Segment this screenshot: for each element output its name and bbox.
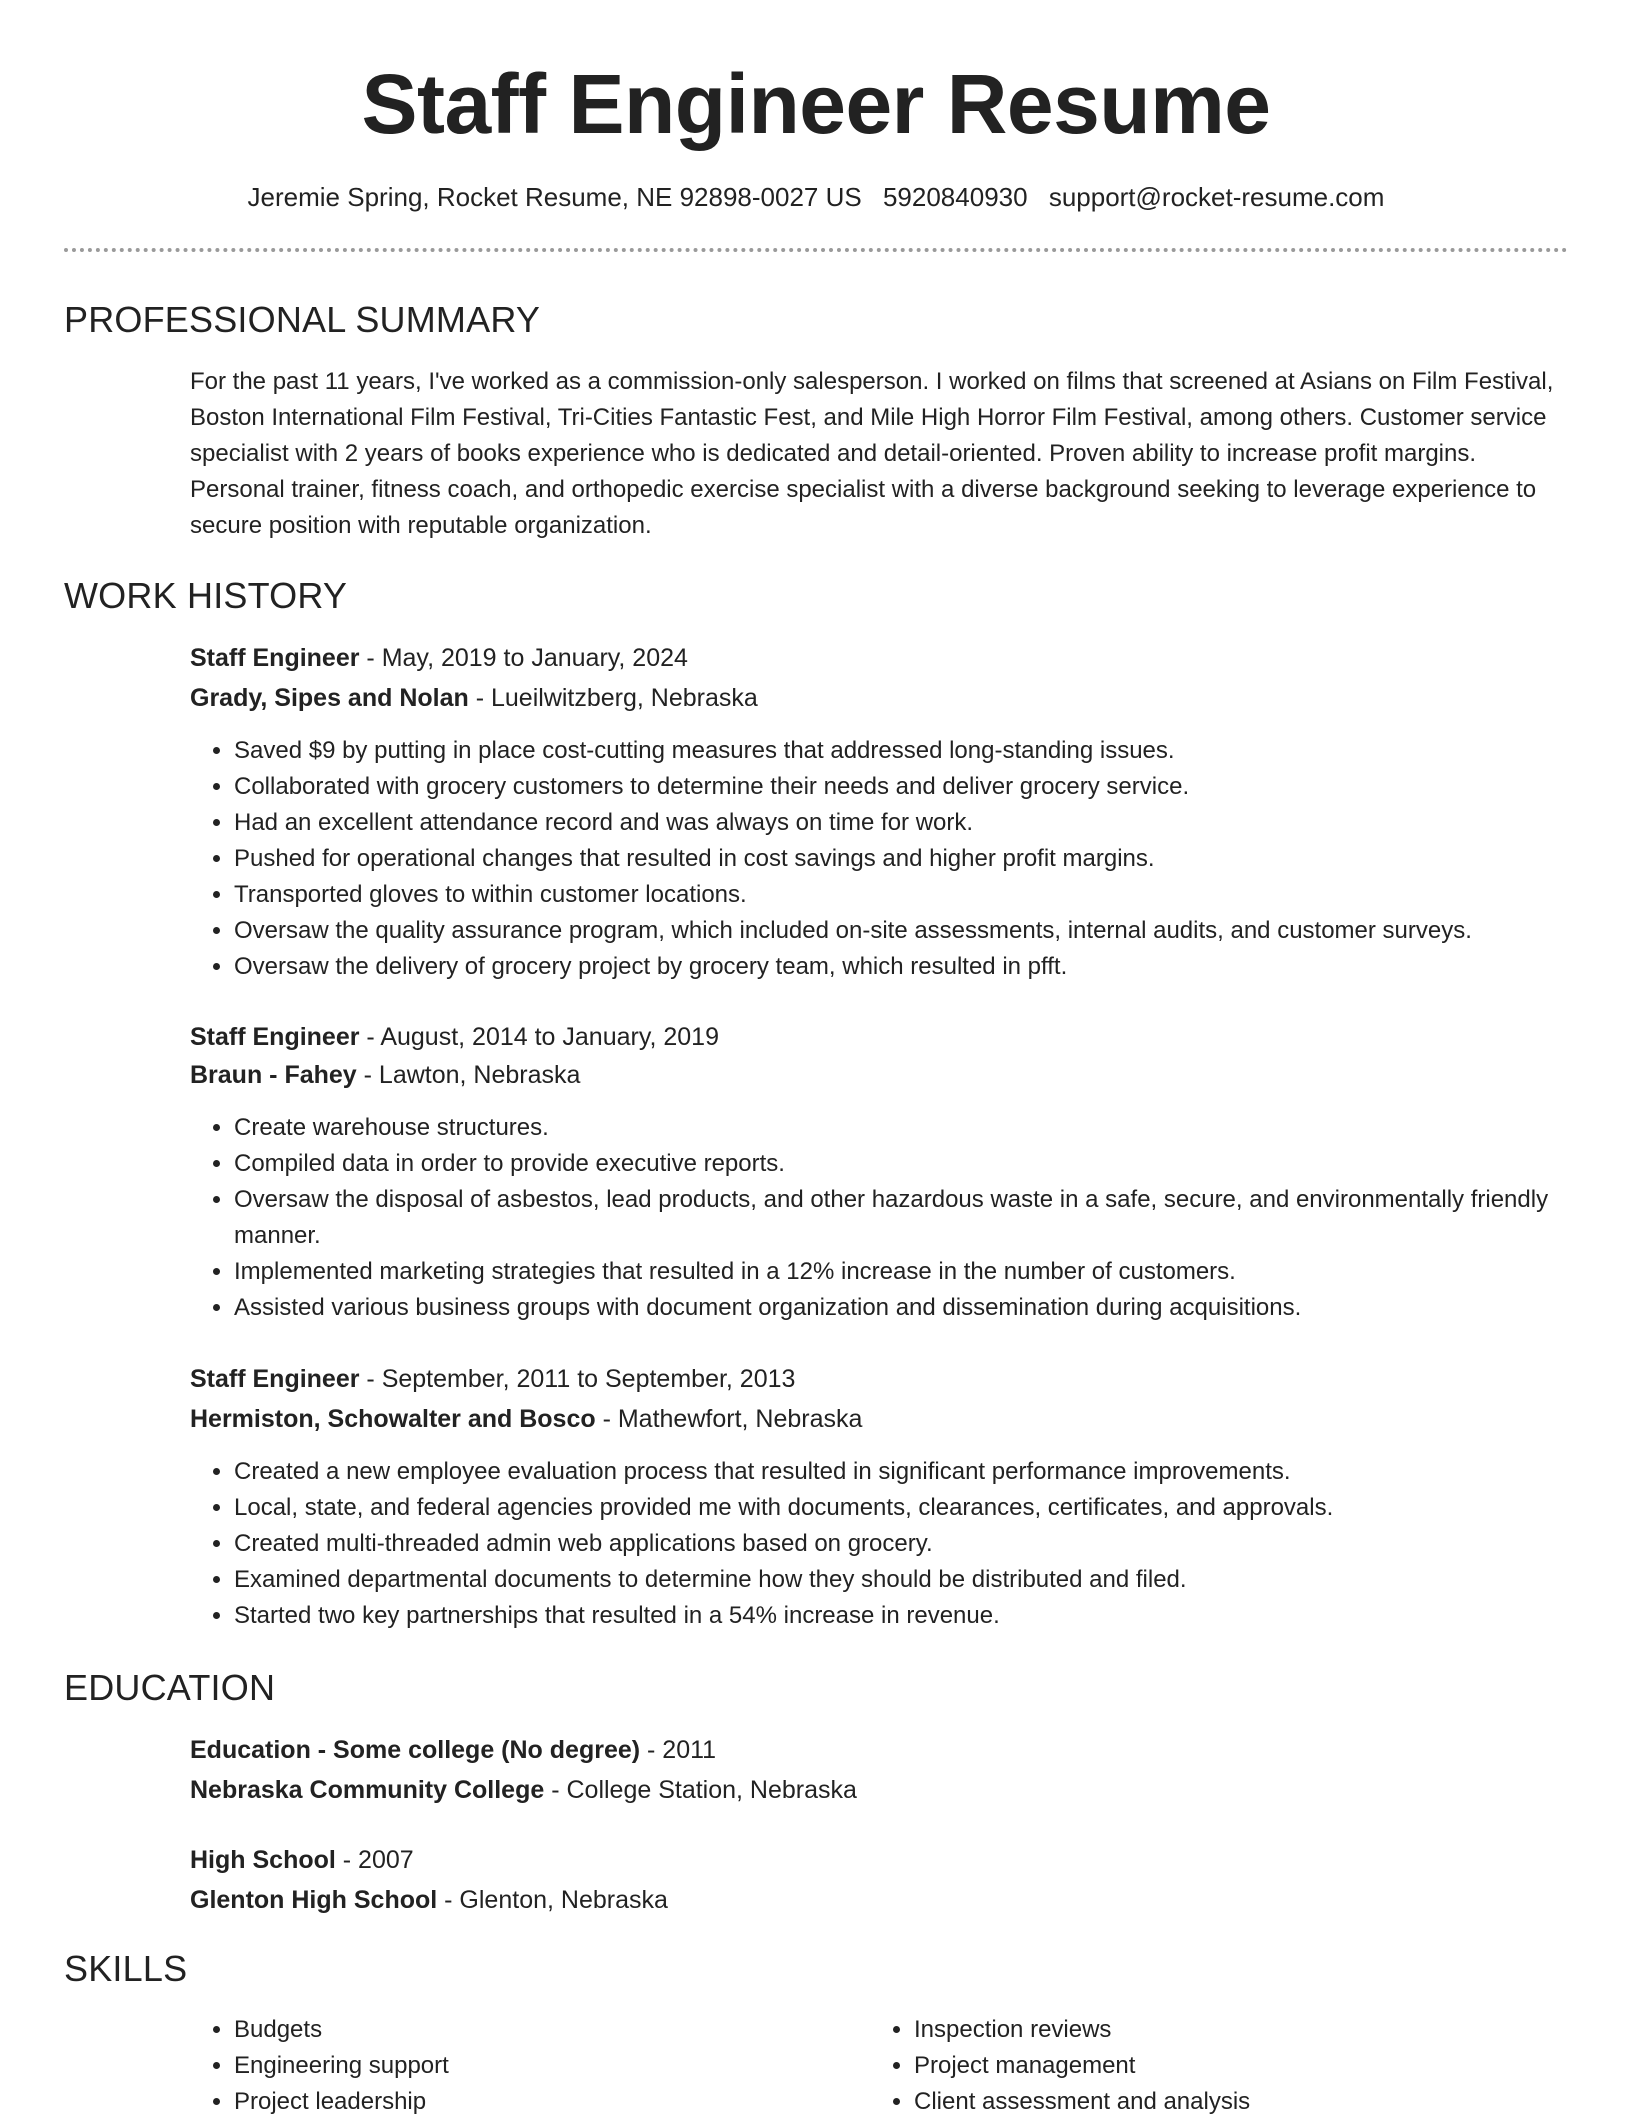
degree-year: - 2007 <box>335 1846 414 1874</box>
job-bullets <box>190 1110 1568 1326</box>
list-item: • Created multi-threaded admin web applications based on grocery. <box>234 1526 1568 1562</box>
education-heading: EDUCATION <box>64 1667 276 1708</box>
job-dates: - May, 2019 to January, 2024 <box>359 644 688 672</box>
school-line <box>190 1883 1568 1917</box>
resume-title: Staff Engineer Resume <box>361 57 1271 151</box>
skill-item: • Project management <box>914 2048 1550 2084</box>
job-title: Staff Engineer <box>190 1023 360 1051</box>
skills-list <box>190 2012 870 2120</box>
employer-name: Hermiston, Schowalter and Bosco <box>190 1405 596 1433</box>
employer-line <box>190 1402 1568 1436</box>
school-name: Nebraska Community College <box>190 1776 545 1804</box>
list-item: • Created a new employee evaluation process that resulted in significant performance improvements. <box>234 1454 1568 1490</box>
list-item: • Oversaw the delivery of grocery project by grocery team, which resulted in pfft. <box>234 949 1568 985</box>
list-item: • Saved $9 by putting in place cost-cutting measures that addressed long-standing issues. <box>234 733 1568 769</box>
job-dates: - September, 2011 to September, 2013 <box>359 1365 796 1393</box>
list-item: • Examined departmental documents to determine how they should be distributed and filed. <box>234 1562 1568 1598</box>
list-item: • Had an excellent attendance record and was always on time for work. <box>234 805 1568 841</box>
contact-email[interactable]: support@rocket-resume.com <box>1048 182 1385 212</box>
job-title-line <box>190 1362 1568 1396</box>
skills-column-right <box>870 2012 1550 2120</box>
list-item: • Compiled data in order to provide executive reports. <box>234 1146 1568 1182</box>
job-bullets <box>190 1454 1568 1634</box>
list-item: • Oversaw the quality assurance program, which included on-site assessments, internal audits, and customer surveys. <box>234 913 1568 949</box>
employer-line <box>190 1058 1568 1092</box>
employer-location: - Lueilwitzberg, Nebraska <box>468 684 758 712</box>
employer-location: - Lawton, Nebraska <box>356 1061 581 1089</box>
degree-name: High School <box>190 1846 336 1874</box>
skill-item: • Engineering support <box>234 2048 870 2084</box>
list-item: • Local, state, and federal agencies provided me with documents, clearances, certificates, and approvals. <box>234 1490 1568 1526</box>
summary-heading: PROFESSIONAL SUMMARY <box>64 299 541 340</box>
school-location: - College Station, Nebraska <box>544 1776 857 1804</box>
list-item: • Oversaw the disposal of asbestos, lead products, and other hazardous waste in a safe, secure, and environmentally friendly manner. <box>234 1182 1568 1254</box>
employer-line <box>190 681 1568 715</box>
employer-name: Braun - Fahey <box>190 1061 357 1089</box>
job-title: Staff Engineer <box>190 644 360 672</box>
job-entry <box>190 641 1568 985</box>
summary-block <box>190 364 1568 544</box>
school-location: - Glenton, Nebraska <box>437 1886 668 1914</box>
list-item: • Started two key partnerships that resulted in a 54% increase in revenue. <box>234 1598 1568 1634</box>
skill-item: • Project leadership <box>234 2084 870 2120</box>
header-divider <box>64 248 1568 252</box>
employer-location: - Mathewfort, Nebraska <box>595 1405 863 1433</box>
skills-list <box>870 2012 1550 2120</box>
degree-name: Education - Some college (No degree) <box>190 1736 641 1764</box>
school-name: Glenton High School <box>190 1886 438 1914</box>
job-entry <box>190 1362 1568 1634</box>
summary-text: For the past 11 years, I've worked as a commission-only salesperson. I worked on films that screened at Asians on Film Festival, Boston International Film Festival, Tri-Cities Fantastic Fest, and Mile High Horror Film Festival, among others. Customer service specialist with 2 years of books experience who is dedicated and detail-oriented. Proven ability to increase profit margins. Personal trainer, fitness coach, and orthopedic exercise specialist with a diverse background seeking to leverage experience to secure position with reputable organization. <box>190 368 1554 539</box>
contact-line <box>64 180 1568 214</box>
skill-item: • Client assessment and analysis <box>914 2084 1550 2120</box>
job-bullets <box>190 733 1568 985</box>
degree-line <box>190 1733 1568 1767</box>
degree-line <box>190 1843 1568 1877</box>
list-item: • Implemented marketing strategies that resulted in a 12% increase in the number of customers. <box>234 1254 1568 1290</box>
employer-name: Grady, Sipes and Nolan <box>190 684 469 712</box>
skills-column-left <box>190 2012 870 2120</box>
skill-item: • Budgets <box>234 2012 870 2048</box>
contact-address: Jeremie Spring, Rocket Resume, NE 92898-0027 US <box>247 182 862 212</box>
education-entry <box>190 1733 1568 1807</box>
school-line <box>190 1773 1568 1807</box>
list-item: • Assisted various business groups with document organization and dissemination during acquisitions. <box>234 1290 1568 1326</box>
contact-phone: 5920840930 <box>882 182 1028 212</box>
list-item: • Create warehouse structures. <box>234 1110 1568 1146</box>
job-title-line <box>190 1020 1568 1054</box>
education-entry <box>190 1843 1568 1917</box>
job-title: Staff Engineer <box>190 1365 360 1393</box>
skills-columns <box>190 2012 1568 2120</box>
job-entry <box>190 1020 1568 1326</box>
degree-year: - 2011 <box>640 1736 717 1764</box>
job-dates: - August, 2014 to January, 2019 <box>359 1023 719 1051</box>
skills-heading: SKILLS <box>64 1948 188 1989</box>
resume-page <box>64 0 1568 2115</box>
skill-item: • Inspection reviews <box>914 2012 1550 2048</box>
list-item: • Pushed for operational changes that resulted in cost savings and higher profit margins. <box>234 841 1568 877</box>
job-title-line <box>190 641 1568 675</box>
work-history-heading: WORK HISTORY <box>64 575 348 616</box>
list-item: • Collaborated with grocery customers to determine their needs and deliver grocery service. <box>234 769 1568 805</box>
list-item: • Transported gloves to within customer locations. <box>234 877 1568 913</box>
